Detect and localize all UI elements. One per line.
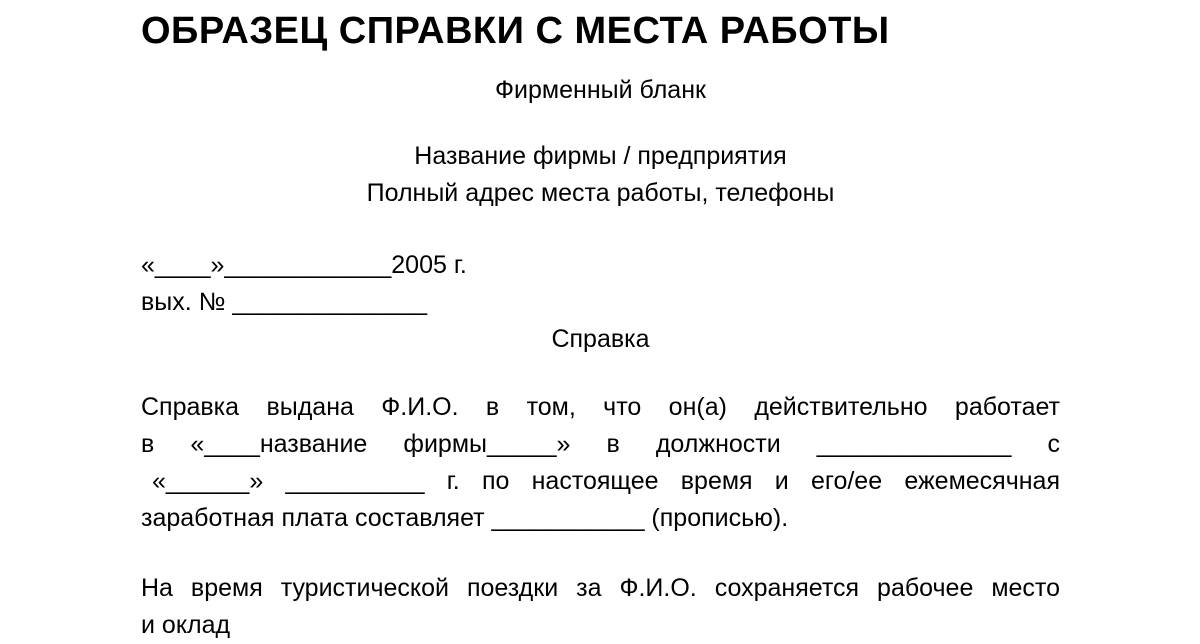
note-line: и оклад	[141, 611, 231, 639]
body-line: в «____название фирмы_____» в должности ______________ с	[141, 430, 1060, 458]
certificate-heading: Справка	[551, 325, 650, 353]
note-line: На время туристической поездки за Ф.И.О. сохраняется рабочее место	[141, 574, 1060, 602]
certificate-body-paragraph	[141, 389, 1060, 537]
note-paragraph	[141, 570, 1060, 644]
document-title: ОБРАЗЕЦ СПРАВКИ С МЕСТА РАБОТЫ	[141, 10, 890, 52]
outgoing-number-line: вых. № ______________	[141, 288, 428, 316]
company-name-line: Название фирмы / предприятия	[414, 142, 787, 170]
reference-block	[141, 247, 1060, 321]
company-address-line: Полный адрес места работы, телефоны	[366, 179, 835, 207]
body-line: заработная плата составляет ___________ (прописью).	[141, 504, 789, 532]
date-line: «____»____________2005 г.	[141, 251, 467, 279]
body-line: «______» __________ г. по настоящее время и его/ее ежемесячная	[152, 467, 1060, 495]
company-block	[141, 138, 1060, 212]
body-line: Справка выдана Ф.И.О. в том, что он(а) действительно работает	[141, 393, 1060, 421]
letterhead-label: Фирменный бланк	[495, 76, 706, 104]
